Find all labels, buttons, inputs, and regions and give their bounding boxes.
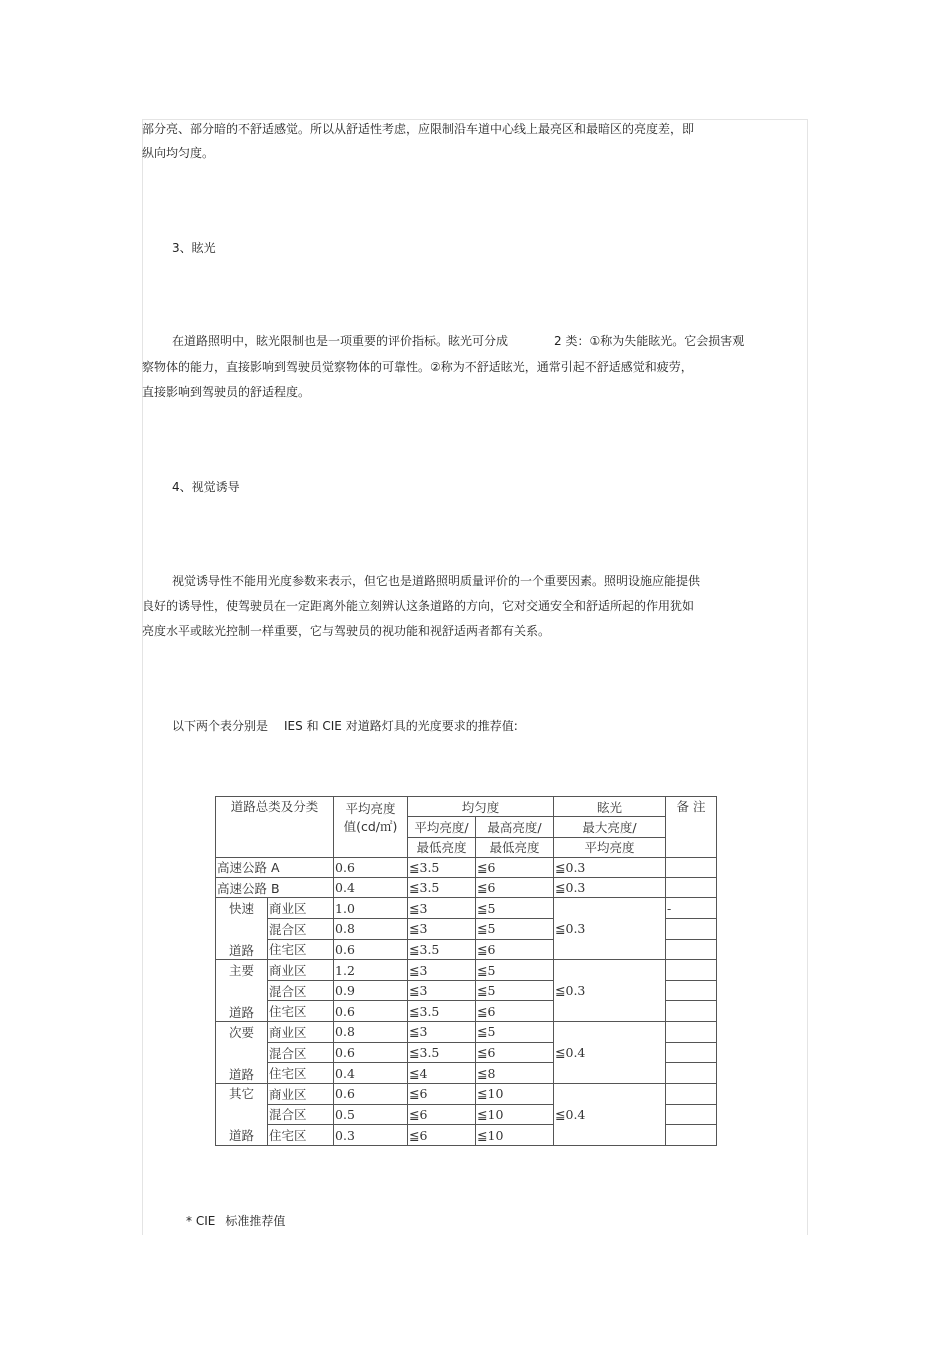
- glare-cell: ≦0.3: [554, 898, 666, 960]
- district-cell: 商业区: [268, 1022, 334, 1043]
- district-cell: 混合区: [268, 1042, 334, 1063]
- district-cell: 住宅区: [268, 1063, 334, 1084]
- road-group-cell: [216, 1083, 268, 1145]
- remark-cell: [666, 857, 717, 877]
- table-caption: [186, 1213, 285, 1229]
- paragraph-line: 纵向均匀度。: [142, 146, 215, 160]
- glare-cell: ≦0.4: [554, 1022, 666, 1084]
- max-min-cell: ≦5: [476, 919, 554, 940]
- remark-cell: [666, 1001, 717, 1022]
- max-min-cell: ≦6: [476, 857, 554, 877]
- avg-min-cell: ≦3.5: [408, 857, 476, 877]
- road-group-label-bottom: 道路: [228, 942, 254, 958]
- road-group-label-bottom: 道路: [228, 1128, 254, 1144]
- avg-min-cell: ≦3: [408, 919, 476, 940]
- avg-luminance-cell: 1.2: [334, 960, 408, 981]
- district-cell: 商业区: [268, 898, 334, 919]
- max-min-cell: ≦5: [476, 980, 554, 1001]
- road-group-label-top: 主要: [228, 962, 254, 978]
- remark-cell: [666, 919, 717, 940]
- road-group-label-bottom: 道路: [228, 1066, 254, 1082]
- road-group-label-top: 次要: [228, 1024, 254, 1040]
- road-group-label-bottom: 道路: [228, 1004, 254, 1020]
- avg-min-cell: ≦3.5: [408, 878, 476, 898]
- paragraph-line: 良好的诱导性，使驾驶员在一定距离外能立刻辨认这条道路的方向，它对交通安全和舒适所起的作用犹如: [142, 599, 695, 613]
- avg-luminance-cell: 0.6: [334, 1001, 408, 1022]
- avg-luminance-cell: 0.6: [334, 1042, 408, 1063]
- max-min-cell: ≦5: [476, 960, 554, 981]
- paragraph-fragment: 以下两个表分别是: [172, 719, 269, 733]
- paragraph-line: 视觉诱导性不能用光度参数来表示，但它也是道路照明质量评价的一个重要因素。照明设施应能提供: [172, 574, 701, 588]
- avg-min-cell: ≦3.5: [408, 1001, 476, 1022]
- highway-class-cell: 高速公路 A: [216, 857, 334, 877]
- district-cell: 商业区: [268, 960, 334, 981]
- section-heading-guidance: 4、视觉诱导: [172, 480, 240, 494]
- table-row: [216, 898, 717, 919]
- max-min-cell: ≦6: [476, 1001, 554, 1022]
- header-max-min-line1: 最高亮度/: [476, 817, 554, 837]
- table-row: [216, 857, 717, 877]
- avg-luminance-cell: 0.5: [334, 1104, 408, 1125]
- glare-cell: ≦0.3: [554, 878, 666, 898]
- road-group-cell: [216, 960, 268, 1022]
- remark-cell: [666, 939, 717, 960]
- avg-luminance-cell: 0.9: [334, 980, 408, 1001]
- district-cell: 混合区: [268, 980, 334, 1001]
- header-avg-luminance: [334, 797, 408, 858]
- district-cell: 住宅区: [268, 1125, 334, 1146]
- header-uniformity: 均匀度: [408, 797, 554, 817]
- avg-luminance-cell: 0.6: [334, 1083, 408, 1104]
- max-min-cell: ≦6: [476, 878, 554, 898]
- header-avg-luminance-line1: 平均亮度: [345, 801, 396, 816]
- remark-cell: [666, 960, 717, 981]
- paragraph-fragment: 在道路照明中，眩光限制也是一项重要的评价指标。眩光可分成: [172, 334, 509, 348]
- luminance-requirements-table: [215, 796, 716, 1146]
- remark-cell: -: [666, 898, 717, 919]
- district-cell: 混合区: [268, 1104, 334, 1125]
- glare-cell: ≦0.4: [554, 1083, 666, 1145]
- caption-fragment: * CIE: [186, 1214, 216, 1228]
- header-remark: 备 注: [666, 797, 717, 858]
- max-min-cell: ≦6: [476, 939, 554, 960]
- district-cell: 住宅区: [268, 1001, 334, 1022]
- paragraph-fragment: IES 和 CIE 对道路灯具的光度要求的推荐值:: [284, 719, 518, 733]
- district-cell: 商业区: [268, 1083, 334, 1104]
- remark-cell: [666, 1022, 717, 1043]
- header-road-class: 道路总类及分类: [216, 797, 334, 858]
- remark-cell: [666, 1083, 717, 1104]
- district-cell: 住宅区: [268, 939, 334, 960]
- avg-min-cell: ≦3: [408, 980, 476, 1001]
- avg-min-cell: ≦4: [408, 1063, 476, 1084]
- table-row: [216, 960, 717, 981]
- avg-luminance-cell: 0.8: [334, 1022, 408, 1043]
- max-min-cell: ≦8: [476, 1063, 554, 1084]
- header-avg-min-line2: 最低亮度: [408, 837, 476, 857]
- caption-fragment: 标准推荐值: [225, 1214, 286, 1228]
- section-heading-glare: 3、眩光: [172, 241, 216, 255]
- paragraph-fragment: 2 类：①称为失能眩光。它会损害观: [554, 334, 745, 348]
- max-min-cell: ≦5: [476, 898, 554, 919]
- remark-cell: [666, 980, 717, 1001]
- paragraph-line: 部分亮、部分暗的不舒适感觉。所以从舒适性考虑，应限制沿车道中心线上最亮区和最暗区的亮度差，即: [142, 122, 695, 136]
- header-max-min-line2: 最低亮度: [476, 837, 554, 857]
- avg-luminance-cell: 0.3: [334, 1125, 408, 1146]
- glare-cell: ≦0.3: [554, 960, 666, 1022]
- max-min-cell: ≦5: [476, 1022, 554, 1043]
- avg-min-cell: ≦3.5: [408, 1042, 476, 1063]
- avg-min-cell: ≦3: [408, 1022, 476, 1043]
- remark-cell: [666, 1104, 717, 1125]
- district-cell: 混合区: [268, 919, 334, 940]
- glare-cell: ≦0.3: [554, 857, 666, 877]
- header-glare: 眩光: [554, 797, 666, 817]
- max-min-cell: ≦10: [476, 1125, 554, 1146]
- max-min-cell: ≦6: [476, 1042, 554, 1063]
- road-group-cell: [216, 898, 268, 960]
- avg-min-cell: ≦3: [408, 898, 476, 919]
- paragraph-line: 亮度水平或眩光控制一样重要，它与驾驶员的视功能和视舒适两者都有关系。: [142, 624, 551, 638]
- avg-luminance-cell: 0.6: [334, 857, 408, 877]
- header-avg-luminance-line2: 值(cd/㎡): [343, 819, 398, 834]
- avg-luminance-cell: 0.4: [334, 1063, 408, 1084]
- remark-cell: [666, 1063, 717, 1084]
- remark-cell: [666, 878, 717, 898]
- road-group-cell: [216, 1022, 268, 1084]
- avg-min-cell: ≦3: [408, 960, 476, 981]
- highway-class-cell: 高速公路 B: [216, 878, 334, 898]
- table-row: [216, 1083, 717, 1104]
- remark-cell: [666, 1042, 717, 1063]
- table-row: [216, 1022, 717, 1043]
- avg-min-cell: ≦3.5: [408, 939, 476, 960]
- avg-luminance-cell: 0.8: [334, 919, 408, 940]
- avg-min-cell: ≦6: [408, 1083, 476, 1104]
- paragraph-line: 直接影响到驾驶员的舒适程度。: [142, 385, 311, 399]
- paragraph-line: [172, 333, 744, 349]
- header-avg-min-line1: 平均亮度/: [408, 817, 476, 837]
- header-max-avg-line2: 平均亮度: [554, 837, 666, 857]
- max-min-cell: ≦10: [476, 1083, 554, 1104]
- remark-cell: [666, 1125, 717, 1146]
- table-grid: [215, 796, 717, 1146]
- table-intro-line: [172, 718, 518, 734]
- road-group-label-top: 快速: [228, 900, 254, 916]
- avg-min-cell: ≦6: [408, 1125, 476, 1146]
- avg-luminance-cell: 0.6: [334, 939, 408, 960]
- avg-luminance-cell: 1.0: [334, 898, 408, 919]
- paragraph-line: 察物体的能力，直接影响到驾驶员觉察物体的可靠性。②称为不舒适眩光，通常引起不舒适感觉和疲劳，: [142, 360, 693, 374]
- header-max-avg-line1: 最大亮度/: [554, 817, 666, 837]
- table-row: [216, 878, 717, 898]
- avg-min-cell: ≦6: [408, 1104, 476, 1125]
- avg-luminance-cell: 0.4: [334, 878, 408, 898]
- road-group-label-top: 其它: [228, 1086, 254, 1102]
- max-min-cell: ≦10: [476, 1104, 554, 1125]
